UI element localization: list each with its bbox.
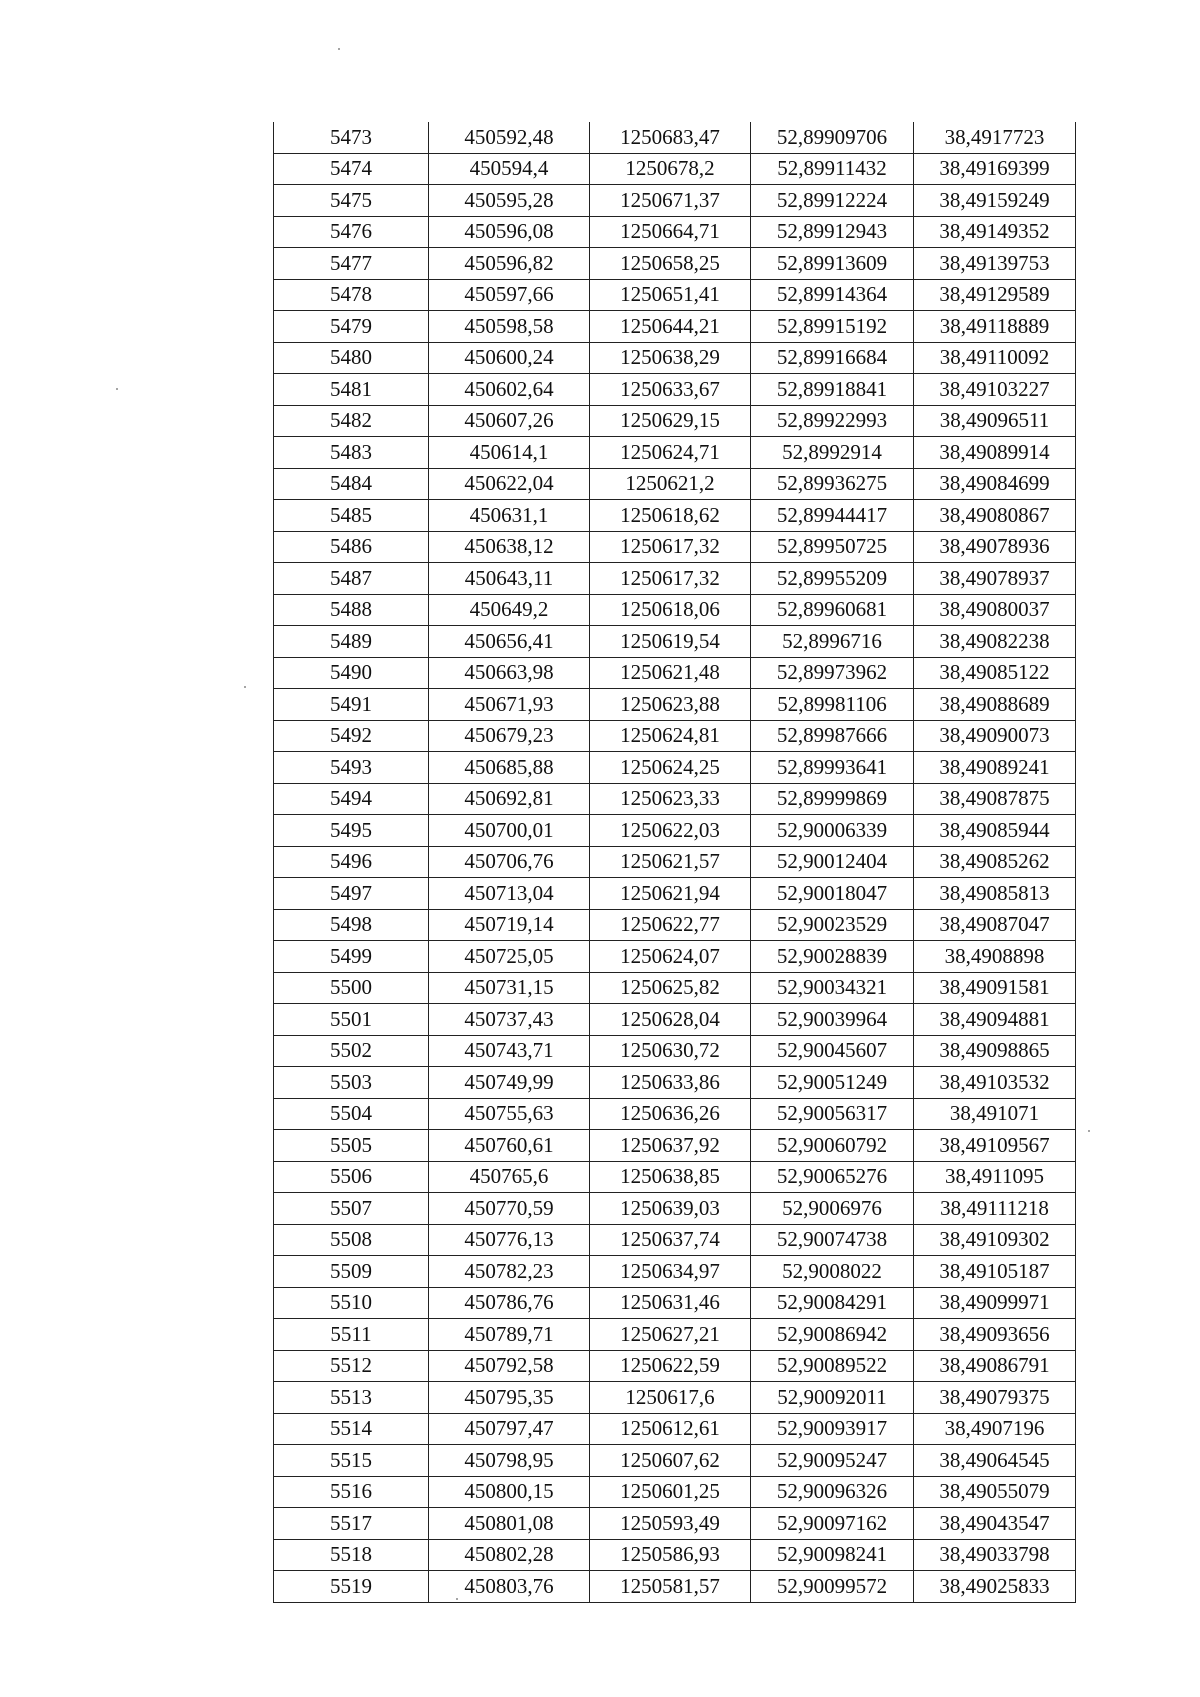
y-coordinate-cell: 1250638,29 <box>590 342 751 374</box>
point-number-cell: 5496 <box>274 846 429 878</box>
longitude-cell: 38,49149352 <box>914 216 1076 248</box>
y-coordinate-cell: 1250624,81 <box>590 720 751 752</box>
table-row <box>274 1161 1076 1193</box>
longitude-cell: 38,49109567 <box>914 1130 1076 1162</box>
x-coordinate-cell: 450596,08 <box>429 216 590 248</box>
longitude-cell: 38,491071 <box>914 1098 1076 1130</box>
longitude-cell: 38,49078936 <box>914 531 1076 563</box>
longitude-cell: 38,4907196 <box>914 1413 1076 1445</box>
latitude-cell: 52,89922993 <box>751 405 914 437</box>
latitude-cell: 52,90096326 <box>751 1476 914 1508</box>
longitude-cell: 38,49090073 <box>914 720 1076 752</box>
table-row <box>274 626 1076 658</box>
y-coordinate-cell: 1250629,15 <box>590 405 751 437</box>
longitude-cell: 38,49080037 <box>914 594 1076 626</box>
x-coordinate-cell: 450797,47 <box>429 1413 590 1445</box>
point-number-cell: 5502 <box>274 1035 429 1067</box>
point-number-cell: 5490 <box>274 657 429 689</box>
y-coordinate-cell: 1250617,32 <box>590 531 751 563</box>
point-number-cell: 5480 <box>274 342 429 374</box>
table-row <box>274 1445 1076 1477</box>
point-number-cell: 5486 <box>274 531 429 563</box>
longitude-cell: 38,49078937 <box>914 563 1076 595</box>
longitude-cell: 38,4908898 <box>914 941 1076 973</box>
point-number-cell: 5499 <box>274 941 429 973</box>
y-coordinate-cell: 1250623,88 <box>590 689 751 721</box>
y-coordinate-cell: 1250638,85 <box>590 1161 751 1193</box>
x-coordinate-cell: 450602,64 <box>429 374 590 406</box>
table-row <box>274 689 1076 721</box>
coordinates-table-body <box>274 122 1076 1602</box>
table-row <box>274 1224 1076 1256</box>
latitude-cell: 52,90028839 <box>751 941 914 973</box>
y-coordinate-cell: 1250683,47 <box>590 122 751 153</box>
longitude-cell: 38,4917723 <box>914 122 1076 153</box>
y-coordinate-cell: 1250622,77 <box>590 909 751 941</box>
x-coordinate-cell: 450789,71 <box>429 1319 590 1351</box>
x-coordinate-cell: 450765,6 <box>429 1161 590 1193</box>
point-number-cell: 5510 <box>274 1287 429 1319</box>
longitude-cell: 38,49055079 <box>914 1476 1076 1508</box>
longitude-cell: 38,49033798 <box>914 1539 1076 1571</box>
longitude-cell: 38,49025833 <box>914 1571 1076 1603</box>
table-row <box>274 1508 1076 1540</box>
y-coordinate-cell: 1250621,48 <box>590 657 751 689</box>
point-number-cell: 5479 <box>274 311 429 343</box>
table-row <box>274 153 1076 185</box>
longitude-cell: 38,49169399 <box>914 153 1076 185</box>
x-coordinate-cell: 450749,99 <box>429 1067 590 1099</box>
point-number-cell: 5503 <box>274 1067 429 1099</box>
point-number-cell: 5513 <box>274 1382 429 1414</box>
table-row <box>274 311 1076 343</box>
point-number-cell: 5475 <box>274 185 429 217</box>
longitude-cell: 38,49087875 <box>914 783 1076 815</box>
point-number-cell: 5508 <box>274 1224 429 1256</box>
y-coordinate-cell: 1250601,25 <box>590 1476 751 1508</box>
longitude-cell: 38,49099971 <box>914 1287 1076 1319</box>
table-row <box>274 1350 1076 1382</box>
longitude-cell: 38,49088689 <box>914 689 1076 721</box>
point-number-cell: 5507 <box>274 1193 429 1225</box>
point-number-cell: 5481 <box>274 374 429 406</box>
longitude-cell: 38,49089241 <box>914 752 1076 784</box>
point-number-cell: 5487 <box>274 563 429 595</box>
point-number-cell: 5492 <box>274 720 429 752</box>
y-coordinate-cell: 1250581,57 <box>590 1571 751 1603</box>
table-row <box>274 815 1076 847</box>
longitude-cell: 38,49080867 <box>914 500 1076 532</box>
latitude-cell: 52,9006976 <box>751 1193 914 1225</box>
x-coordinate-cell: 450600,24 <box>429 342 590 374</box>
table-row <box>274 468 1076 500</box>
point-number-cell: 5493 <box>274 752 429 784</box>
y-coordinate-cell: 1250636,26 <box>590 1098 751 1130</box>
longitude-cell: 38,49118889 <box>914 311 1076 343</box>
x-coordinate-cell: 450692,81 <box>429 783 590 815</box>
x-coordinate-cell: 450596,82 <box>429 248 590 280</box>
x-coordinate-cell: 450770,59 <box>429 1193 590 1225</box>
y-coordinate-cell: 1250644,21 <box>590 311 751 343</box>
latitude-cell: 52,90084291 <box>751 1287 914 1319</box>
point-number-cell: 5505 <box>274 1130 429 1162</box>
longitude-cell: 38,49159249 <box>914 185 1076 217</box>
y-coordinate-cell: 1250664,71 <box>590 216 751 248</box>
x-coordinate-cell: 450656,41 <box>429 626 590 658</box>
longitude-cell: 38,49098865 <box>914 1035 1076 1067</box>
y-coordinate-cell: 1250637,92 <box>590 1130 751 1162</box>
point-number-cell: 5500 <box>274 972 429 1004</box>
point-number-cell: 5476 <box>274 216 429 248</box>
table-row <box>274 846 1076 878</box>
longitude-cell: 38,49064545 <box>914 1445 1076 1477</box>
latitude-cell: 52,90051249 <box>751 1067 914 1099</box>
y-coordinate-cell: 1250624,71 <box>590 437 751 469</box>
x-coordinate-cell: 450607,26 <box>429 405 590 437</box>
y-coordinate-cell: 1250621,94 <box>590 878 751 910</box>
table-row <box>274 878 1076 910</box>
y-coordinate-cell: 1250618,62 <box>590 500 751 532</box>
y-coordinate-cell: 1250617,6 <box>590 1382 751 1414</box>
latitude-cell: 52,89914364 <box>751 279 914 311</box>
latitude-cell: 52,90023529 <box>751 909 914 941</box>
longitude-cell: 38,49093656 <box>914 1319 1076 1351</box>
y-coordinate-cell: 1250631,46 <box>590 1287 751 1319</box>
latitude-cell: 52,90056317 <box>751 1098 914 1130</box>
x-coordinate-cell: 450706,76 <box>429 846 590 878</box>
x-coordinate-cell: 450594,4 <box>429 153 590 185</box>
table-row <box>274 720 1076 752</box>
longitude-cell: 38,49105187 <box>914 1256 1076 1288</box>
table-row <box>274 1539 1076 1571</box>
point-number-cell: 5512 <box>274 1350 429 1382</box>
table-row <box>274 972 1076 1004</box>
y-coordinate-cell: 1250624,25 <box>590 752 751 784</box>
table-row <box>274 216 1076 248</box>
longitude-cell: 38,49110092 <box>914 342 1076 374</box>
latitude-cell: 52,9008022 <box>751 1256 914 1288</box>
y-coordinate-cell: 1250619,54 <box>590 626 751 658</box>
point-number-cell: 5514 <box>274 1413 429 1445</box>
point-number-cell: 5504 <box>274 1098 429 1130</box>
x-coordinate-cell: 450713,04 <box>429 878 590 910</box>
longitude-cell: 38,49087047 <box>914 909 1076 941</box>
x-coordinate-cell: 450786,76 <box>429 1287 590 1319</box>
x-coordinate-cell: 450671,93 <box>429 689 590 721</box>
latitude-cell: 52,90006339 <box>751 815 914 847</box>
longitude-cell: 38,49091581 <box>914 972 1076 1004</box>
point-number-cell: 5474 <box>274 153 429 185</box>
table-row <box>274 1382 1076 1414</box>
table-row <box>274 1130 1076 1162</box>
scan-speck <box>116 388 118 390</box>
longitude-cell: 38,49079375 <box>914 1382 1076 1414</box>
x-coordinate-cell: 450798,95 <box>429 1445 590 1477</box>
y-coordinate-cell: 1250630,72 <box>590 1035 751 1067</box>
y-coordinate-cell: 1250678,2 <box>590 153 751 185</box>
latitude-cell: 52,89950725 <box>751 531 914 563</box>
latitude-cell: 52,90039964 <box>751 1004 914 1036</box>
table-row <box>274 248 1076 280</box>
table-row <box>274 405 1076 437</box>
point-number-cell: 5484 <box>274 468 429 500</box>
longitude-cell: 38,49103227 <box>914 374 1076 406</box>
point-number-cell: 5516 <box>274 1476 429 1508</box>
y-coordinate-cell: 1250639,03 <box>590 1193 751 1225</box>
x-coordinate-cell: 450800,15 <box>429 1476 590 1508</box>
x-coordinate-cell: 450755,63 <box>429 1098 590 1130</box>
latitude-cell: 52,89912224 <box>751 185 914 217</box>
point-number-cell: 5485 <box>274 500 429 532</box>
x-coordinate-cell: 450638,12 <box>429 531 590 563</box>
scan-speck <box>244 686 246 688</box>
x-coordinate-cell: 450592,48 <box>429 122 590 153</box>
latitude-cell: 52,8992914 <box>751 437 914 469</box>
latitude-cell: 52,89911432 <box>751 153 914 185</box>
point-number-cell: 5511 <box>274 1319 429 1351</box>
longitude-cell: 38,49085813 <box>914 878 1076 910</box>
y-coordinate-cell: 1250622,59 <box>590 1350 751 1382</box>
table-row <box>274 594 1076 626</box>
table-row <box>274 1098 1076 1130</box>
latitude-cell: 52,89912943 <box>751 216 914 248</box>
latitude-cell: 52,90099572 <box>751 1571 914 1603</box>
table-row <box>274 185 1076 217</box>
x-coordinate-cell: 450725,05 <box>429 941 590 973</box>
x-coordinate-cell: 450685,88 <box>429 752 590 784</box>
longitude-cell: 38,49085944 <box>914 815 1076 847</box>
x-coordinate-cell: 450795,35 <box>429 1382 590 1414</box>
y-coordinate-cell: 1250633,86 <box>590 1067 751 1099</box>
longitude-cell: 38,49085262 <box>914 846 1076 878</box>
longitude-cell: 38,49139753 <box>914 248 1076 280</box>
y-coordinate-cell: 1250622,03 <box>590 815 751 847</box>
latitude-cell: 52,89981106 <box>751 689 914 721</box>
y-coordinate-cell: 1250633,67 <box>590 374 751 406</box>
y-coordinate-cell: 1250624,07 <box>590 941 751 973</box>
table-row <box>274 1476 1076 1508</box>
longitude-cell: 38,49085122 <box>914 657 1076 689</box>
point-number-cell: 5478 <box>274 279 429 311</box>
x-coordinate-cell: 450663,98 <box>429 657 590 689</box>
point-number-cell: 5501 <box>274 1004 429 1036</box>
latitude-cell: 52,89913609 <box>751 248 914 280</box>
y-coordinate-cell: 1250617,32 <box>590 563 751 595</box>
latitude-cell: 52,90089522 <box>751 1350 914 1382</box>
point-number-cell: 5506 <box>274 1161 429 1193</box>
y-coordinate-cell: 1250612,61 <box>590 1413 751 1445</box>
table-row <box>274 657 1076 689</box>
table-row <box>274 374 1076 406</box>
point-number-cell: 5473 <box>274 122 429 153</box>
y-coordinate-cell: 1250618,06 <box>590 594 751 626</box>
y-coordinate-cell: 1250623,33 <box>590 783 751 815</box>
table-row <box>274 1287 1076 1319</box>
point-number-cell: 5498 <box>274 909 429 941</box>
y-coordinate-cell: 1250671,37 <box>590 185 751 217</box>
longitude-cell: 38,49111218 <box>914 1193 1076 1225</box>
x-coordinate-cell: 450614,1 <box>429 437 590 469</box>
longitude-cell: 38,49096511 <box>914 405 1076 437</box>
table-row <box>274 279 1076 311</box>
point-number-cell: 5477 <box>274 248 429 280</box>
table-row <box>274 752 1076 784</box>
table-row <box>274 1035 1076 1067</box>
scan-speck <box>338 48 340 50</box>
x-coordinate-cell: 450700,01 <box>429 815 590 847</box>
x-coordinate-cell: 450801,08 <box>429 1508 590 1540</box>
table-row <box>274 122 1076 153</box>
latitude-cell: 52,89915192 <box>751 311 914 343</box>
latitude-cell: 52,90095247 <box>751 1445 914 1477</box>
point-number-cell: 5497 <box>274 878 429 910</box>
latitude-cell: 52,90098241 <box>751 1539 914 1571</box>
x-coordinate-cell: 450679,23 <box>429 720 590 752</box>
x-coordinate-cell: 450597,66 <box>429 279 590 311</box>
table-row <box>274 437 1076 469</box>
y-coordinate-cell: 1250627,21 <box>590 1319 751 1351</box>
longitude-cell: 38,49109302 <box>914 1224 1076 1256</box>
y-coordinate-cell: 1250593,49 <box>590 1508 751 1540</box>
latitude-cell: 52,89973962 <box>751 657 914 689</box>
table-row <box>274 563 1076 595</box>
longitude-cell: 38,49089914 <box>914 437 1076 469</box>
latitude-cell: 52,89960681 <box>751 594 914 626</box>
y-coordinate-cell: 1250637,74 <box>590 1224 751 1256</box>
latitude-cell: 52,90097162 <box>751 1508 914 1540</box>
table-row <box>274 909 1076 941</box>
x-coordinate-cell: 450731,15 <box>429 972 590 1004</box>
latitude-cell: 52,90086942 <box>751 1319 914 1351</box>
latitude-cell: 52,90092011 <box>751 1382 914 1414</box>
latitude-cell: 52,90065276 <box>751 1161 914 1193</box>
latitude-cell: 52,90034321 <box>751 972 914 1004</box>
y-coordinate-cell: 1250621,2 <box>590 468 751 500</box>
point-number-cell: 5519 <box>274 1571 429 1603</box>
x-coordinate-cell: 450598,58 <box>429 311 590 343</box>
table-row <box>274 1193 1076 1225</box>
x-coordinate-cell: 450622,04 <box>429 468 590 500</box>
latitude-cell: 52,89987666 <box>751 720 914 752</box>
y-coordinate-cell: 1250651,41 <box>590 279 751 311</box>
x-coordinate-cell: 450782,23 <box>429 1256 590 1288</box>
x-coordinate-cell: 450792,58 <box>429 1350 590 1382</box>
table-row <box>274 500 1076 532</box>
table-row <box>274 1256 1076 1288</box>
point-number-cell: 5518 <box>274 1539 429 1571</box>
table-row <box>274 1413 1076 1445</box>
y-coordinate-cell: 1250607,62 <box>590 1445 751 1477</box>
table-row <box>274 531 1076 563</box>
point-number-cell: 5495 <box>274 815 429 847</box>
x-coordinate-cell: 450631,1 <box>429 500 590 532</box>
y-coordinate-cell: 1250586,93 <box>590 1539 751 1571</box>
latitude-cell: 52,90093917 <box>751 1413 914 1445</box>
longitude-cell: 38,49103532 <box>914 1067 1076 1099</box>
x-coordinate-cell: 450719,14 <box>429 909 590 941</box>
x-coordinate-cell: 450802,28 <box>429 1539 590 1571</box>
x-coordinate-cell: 450737,43 <box>429 1004 590 1036</box>
point-number-cell: 5482 <box>274 405 429 437</box>
x-coordinate-cell: 450743,71 <box>429 1035 590 1067</box>
point-number-cell: 5488 <box>274 594 429 626</box>
latitude-cell: 52,89918841 <box>751 374 914 406</box>
latitude-cell: 52,89993641 <box>751 752 914 784</box>
table-row <box>274 783 1076 815</box>
latitude-cell: 52,90018047 <box>751 878 914 910</box>
table-row <box>274 342 1076 374</box>
longitude-cell: 38,49129589 <box>914 279 1076 311</box>
longitude-cell: 38,49084699 <box>914 468 1076 500</box>
point-number-cell: 5483 <box>274 437 429 469</box>
longitude-cell: 38,49082238 <box>914 626 1076 658</box>
latitude-cell: 52,8996716 <box>751 626 914 658</box>
point-number-cell: 5491 <box>274 689 429 721</box>
x-coordinate-cell: 450803,76 <box>429 1571 590 1603</box>
latitude-cell: 52,89936275 <box>751 468 914 500</box>
point-number-cell: 5515 <box>274 1445 429 1477</box>
y-coordinate-cell: 1250628,04 <box>590 1004 751 1036</box>
point-number-cell: 5494 <box>274 783 429 815</box>
y-coordinate-cell: 1250658,25 <box>590 248 751 280</box>
table-row <box>274 941 1076 973</box>
latitude-cell: 52,89955209 <box>751 563 914 595</box>
y-coordinate-cell: 1250634,97 <box>590 1256 751 1288</box>
table-row <box>274 1571 1076 1603</box>
longitude-cell: 38,49086791 <box>914 1350 1076 1382</box>
scan-speck <box>1088 1130 1090 1132</box>
latitude-cell: 52,89944417 <box>751 500 914 532</box>
longitude-cell: 38,49043547 <box>914 1508 1076 1540</box>
y-coordinate-cell: 1250621,57 <box>590 846 751 878</box>
table-row <box>274 1319 1076 1351</box>
latitude-cell: 52,89909706 <box>751 122 914 153</box>
longitude-cell: 38,4911095 <box>914 1161 1076 1193</box>
x-coordinate-cell: 450776,13 <box>429 1224 590 1256</box>
latitude-cell: 52,90045607 <box>751 1035 914 1067</box>
latitude-cell: 52,90012404 <box>751 846 914 878</box>
latitude-cell: 52,90060792 <box>751 1130 914 1162</box>
point-number-cell: 5489 <box>274 626 429 658</box>
latitude-cell: 52,90074738 <box>751 1224 914 1256</box>
table-row <box>274 1004 1076 1036</box>
point-number-cell: 5517 <box>274 1508 429 1540</box>
x-coordinate-cell: 450643,11 <box>429 563 590 595</box>
latitude-cell: 52,89999869 <box>751 783 914 815</box>
point-number-cell: 5509 <box>274 1256 429 1288</box>
y-coordinate-cell: 1250625,82 <box>590 972 751 1004</box>
x-coordinate-cell: 450649,2 <box>429 594 590 626</box>
longitude-cell: 38,49094881 <box>914 1004 1076 1036</box>
x-coordinate-cell: 450760,61 <box>429 1130 590 1162</box>
coordinates-table <box>273 122 1076 1603</box>
table-row <box>274 1067 1076 1099</box>
x-coordinate-cell: 450595,28 <box>429 185 590 217</box>
latitude-cell: 52,89916684 <box>751 342 914 374</box>
